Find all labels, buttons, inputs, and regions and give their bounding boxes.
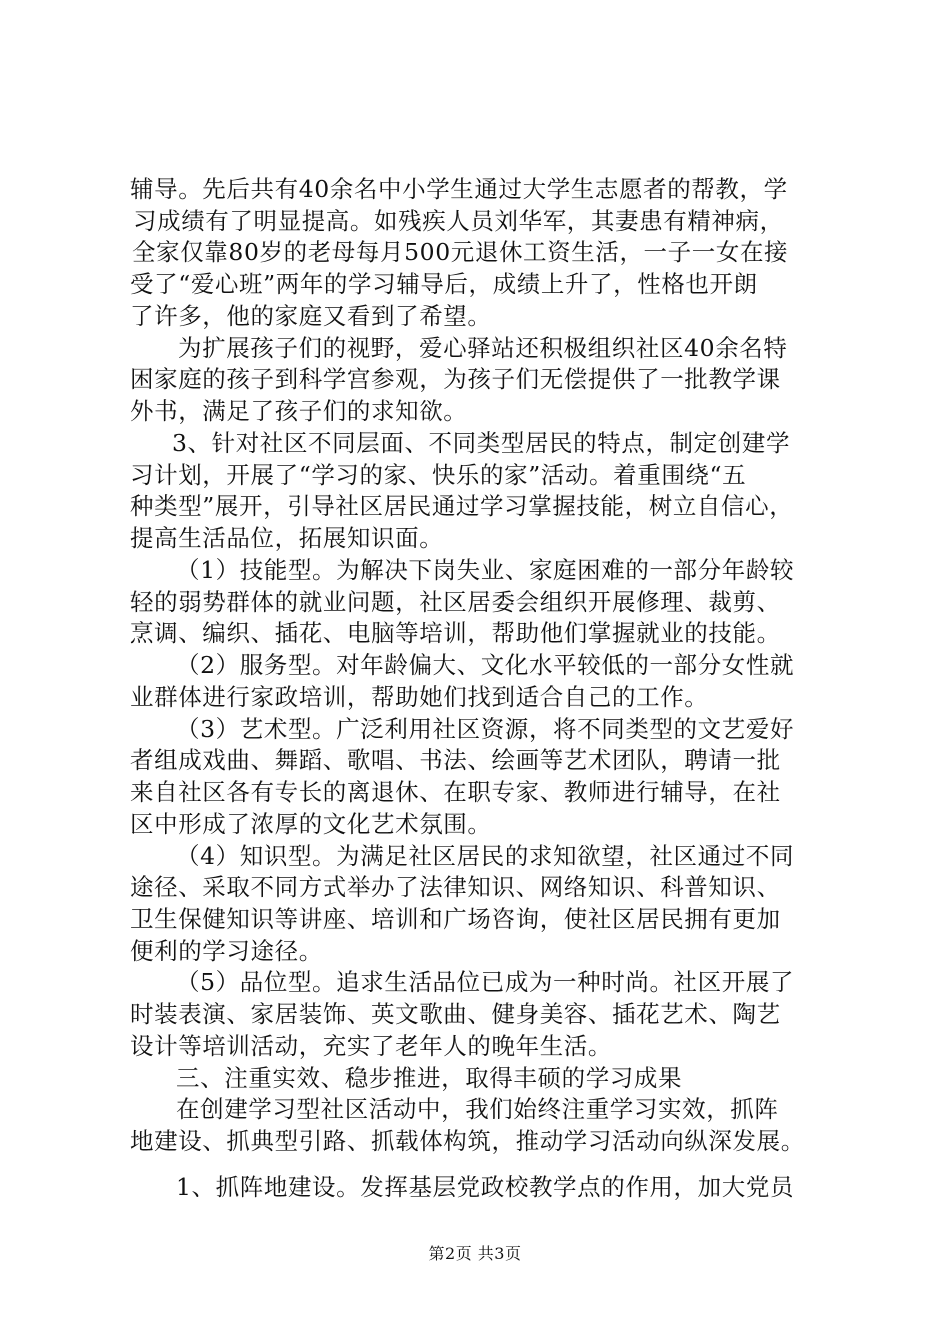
text-line: （2）服务型。对年龄偏大、文化水平较低的一部分女性就 xyxy=(176,651,795,680)
text-line: 烹调、编织、插花、电脑等培训，帮助他们掌握就业的技能。 xyxy=(130,619,781,648)
text-line: 途径、采取不同方式举办了法律知识、网络知识、科普知识、 xyxy=(130,873,781,902)
text-line: 时装表演、家居装饰、英文歌曲、健身美容、插花艺术、陶艺 xyxy=(130,1000,781,1029)
text-line: （4）知识型。为满足社区居民的求知欲望，社区通过不同 xyxy=(176,841,795,870)
text-line: 了许多，他的家庭又看到了希望。 xyxy=(130,301,492,330)
text-line: 提高生活品位，拓展知识面。 xyxy=(130,524,444,553)
text-line: 地建设、抓典型引路、抓载体构筑，推动学习活动向纵深发展。 xyxy=(130,1127,805,1156)
text-line: 便利的学习途径。 xyxy=(130,936,323,965)
text-line: 外书，满足了孩子们的求知欲。 xyxy=(130,397,468,426)
text-line: 习成绩有了明显提高。如残疾人员刘华军，其妻患有精神病， xyxy=(133,206,784,235)
text-line: 卫生保健知识等讲座、培训和广场咨询，使社区居民拥有更加 xyxy=(130,904,781,933)
text-line: 业群体进行家政培训，帮助她们找到适合自己的工作。 xyxy=(130,682,709,711)
text-line: 区中形成了浓厚的文化艺术氛围。 xyxy=(130,809,492,838)
section-heading: 三、注重实效、稳步推进，取得丰硕的学习成果 xyxy=(176,1063,683,1092)
text-line: 3、针对社区不同层面、不同类型居民的特点，制定创建学 xyxy=(172,428,791,457)
text-line: 种类型”展开，引导社区居民通过学习掌握技能，树立自信心， xyxy=(130,492,794,521)
text-line: 为扩展孩子们的视野，爱心驿站还积极组织社区40余名特 xyxy=(178,333,788,362)
text-line: 受了“爱心班”两年的学习辅导后，成绩上升了，性格也开朗 xyxy=(130,270,758,299)
text-line: 1、抓阵地建设。发挥基层党政校教学点的作用，加大党员 xyxy=(176,1173,795,1201)
text-line: （1）技能型。为解决下岗失业、家庭困难的一部分年龄较 xyxy=(176,555,795,584)
page-number: 第2页 共3页 xyxy=(428,1244,522,1263)
text-line: （3）艺术型。广泛利用社区资源，将不同类型的文艺爱好 xyxy=(176,714,795,743)
text-line: 轻的弱势群体的就业问题，社区居委会组织开展修理、裁剪、 xyxy=(130,587,781,616)
text-line: 困家庭的孩子到科学宫参观，为孩子们无偿提供了一批教学课 xyxy=(130,365,781,394)
text-line: 全家仅靠80岁的老母每月500元退休工资生活，一子一女在接 xyxy=(132,238,789,267)
text-line: 辅导。先后共有40余名中小学生通过大学生志愿者的帮教，学 xyxy=(130,175,788,203)
text-line: 设计等培训活动，充实了老年人的晚年生活。 xyxy=(130,1031,612,1060)
text-line: （5）品位型。追求生活品位已成为一种时尚。社区开展了 xyxy=(176,968,795,997)
text-line: 在创建学习型社区活动中，我们始终注重学习实效，抓阵 xyxy=(176,1095,779,1124)
text-line: 习计划，开展了“学习的家、快乐的家”活动。着重围绕“五 xyxy=(130,460,747,489)
text-line: 来自社区各有专长的离退休、在职专家、教师进行辅导，在社 xyxy=(130,778,781,807)
text-line: 者组成戏曲、舞蹈、歌唱、书法、绘画等艺术团队，聘请一批 xyxy=(130,746,781,775)
